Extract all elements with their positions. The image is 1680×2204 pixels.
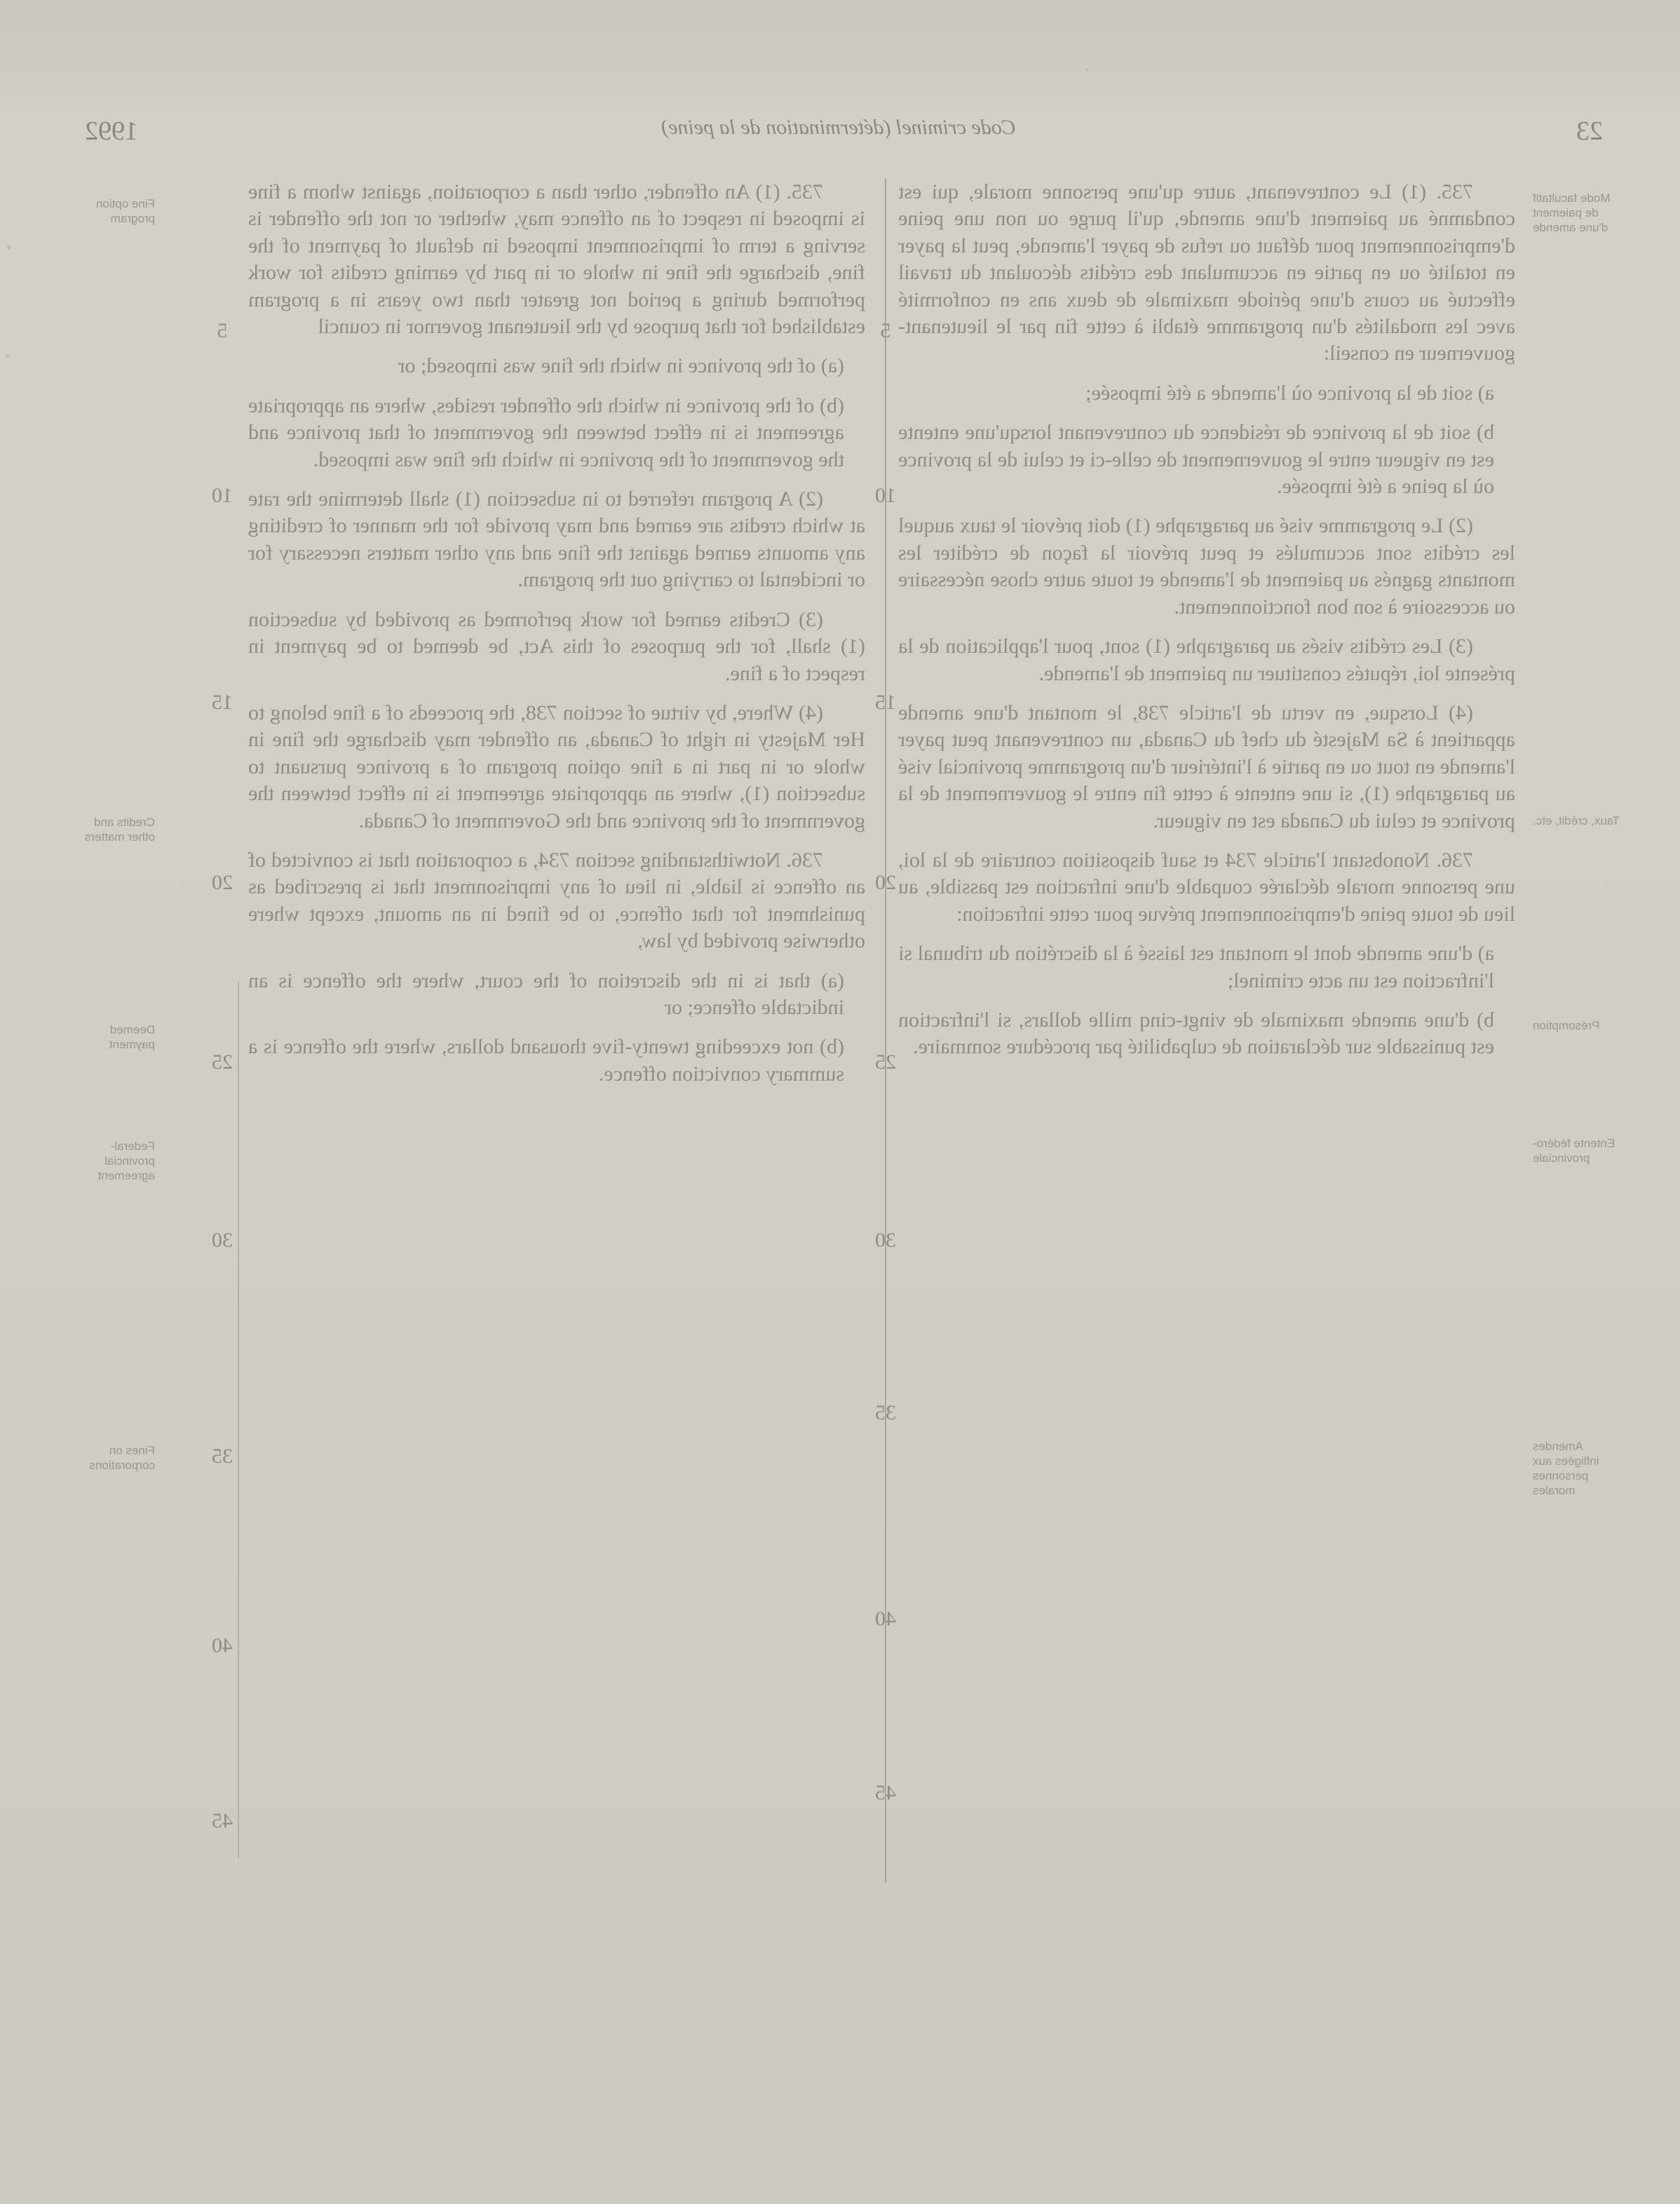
scan-speck [1085, 69, 1088, 72]
margin-note-mode: Mode facultatif de paiement d'une amende [1533, 191, 1611, 234]
en-s736: 736. Notwithstanding section 734, a corporation that is convicted of an offence is liable, in lieu of any imprisonment that is prescribed as punishment for that offence, to be fined in an amount, except where otherwise provided by law, [248, 848, 865, 953]
margin-note-taux: Taux, crédit, etc. [1533, 814, 1620, 827]
scan-speck [7, 245, 11, 250]
fr-s735-4: (4) Lorsque, en vertu de l'article 738, le montant d'une amende appartient à Sa Majesté du chef du Canada, un contrevenant peut payer l'amende en tout ou en partie à l'intérieur d'un programme provincial visé au paragraphe (1), si une entente à cette fin entre le gouvernement de la province et celui du Canada est en vigueur. [898, 701, 1515, 832]
french-column [898, 179, 1515, 1074]
line-number: 20 [875, 871, 896, 894]
header-title: Code criminel (détermination de la peine) [661, 116, 1016, 139]
margin-note-corporations: Fines on corporations [89, 1444, 155, 1472]
margin-note-amendes: Amendes infligées aux personnes morales [1533, 1440, 1599, 1497]
en-s735-1b: (b) of the province in which the offender resides, where an appropriate agreement is in effect between the government of that province and the government of the province in which the fine was imposed. [248, 393, 844, 471]
en-s735-1: 735. (1) An offender, other than a corporation, against whom a fine is imposed in respect of an offence may, whether or not the offender is serving a term of imprisonment imposed in default of payment of the fine, discharge the fine in whole or in part by earning credits for work performed during a period not greater than two years in a program established for that purpose by the lieutenant governor in council [248, 180, 865, 339]
header-page-number: 23 [1576, 116, 1603, 146]
fr-s736a: a) d'une amende dont le montant est laissé à la discrétion du tribunal si l'infraction est un acte criminel; [898, 942, 1494, 992]
line-number: 30 [875, 1229, 896, 1252]
line-number: 45 [875, 1781, 896, 1804]
line-number: 45 [212, 1809, 233, 1832]
running-header [74, 116, 1603, 158]
line-number: 5 [217, 319, 228, 342]
line-number: 25 [212, 1050, 233, 1074]
line-number: 30 [212, 1229, 233, 1252]
fr-s735-1b: b) soit de la province de résidence du contrevenant lorsqu'une entente est en vigueur entre le gouvernement de celle-ci et celui de la province où la peine a été imposée. [898, 421, 1494, 499]
fr-s735-1a: a) soit de la province où l'amende a été imposée; [1085, 381, 1494, 405]
line-number: 35 [875, 1401, 896, 1424]
en-s735-3: (3) Credits earned for work performed as provided by subsection (1) shall, for the purposes of this Act, be deemed to be payment in respect of a fine. [248, 607, 865, 685]
header-year: 1992 [85, 116, 138, 146]
en-s736b: (b) not exceeding twenty-five thousand dollars, where the offence is a summary conviction offence. [248, 1035, 844, 1086]
en-s736a: (a) that is in the discretion of the court, where the offence is an indictable offence; or [248, 968, 844, 1019]
english-column [248, 179, 865, 1100]
margin-note-credits: Credits and other matters [84, 816, 155, 844]
margin-note-deemed: Deemed payment [109, 1023, 155, 1051]
margin-note-fine-option: Fine option program [95, 197, 155, 225]
line-number: 20 [212, 871, 233, 894]
en-s735-1a: (a) of the province in which the fine was imposed; or [398, 354, 844, 378]
fr-s736: 736. Nonobstant l'article 734 et sauf disposition contraire de la loi, une personne morale déclarée coupable d'une infraction est passible, au lieu de toute peine d'emprisonnement prévue pour cette infraction: [898, 848, 1515, 926]
line-number: 35 [212, 1445, 233, 1468]
line-number: 15 [212, 691, 233, 714]
line-number: 40 [875, 1607, 896, 1630]
line-number: 40 [212, 1634, 233, 1657]
fr-s735-2: (2) Le programme visé au paragraphe (1) doit prévoir le taux auquel les crédits sont accumulés et peut prévoir la façon de créditer les montants gagnés au paiement de l'amende et toute autre chose nécessaire ou accessoire à son bon fonctionnement. [898, 514, 1515, 618]
margin-note-entente: Entente fédéro-provinciale [1533, 1137, 1615, 1165]
line-number: 10 [212, 484, 233, 507]
margin-note-presomption: Présomption [1533, 1019, 1600, 1032]
fr-s736b: b) d'une amende maximale de vingt-cinq mille dollars, si l'infraction est punissable sur déclaration de culpabilité par procédure sommaire. [898, 1008, 1494, 1059]
scan-speck [6, 354, 9, 358]
line-number: 15 [875, 691, 896, 714]
fr-s735-3: (3) Les crédits visés au paragraphe (1) sont, pour l'application de la présente loi, réputés constituer un paiement de l'amende. [898, 635, 1515, 685]
margin-note-federal: Federal-provincial agreement [97, 1140, 155, 1182]
line-number: 10 [875, 484, 896, 507]
fr-s735-1: 735. (1) Le contrevenant, autre qu'une personne morale, qui est condamné au paiement d'une amende, qu'il purge ou non une peine d'emprisonnement pour défaut ou refus de payer l'amende, peut la payer en totalité ou en partie en accumulant des crédits découlant du travail effectué au cours d'une période maximale de deux ans en conformité avec les modalités d'un programme établi à cette fin par le lieutenant-gouverneur en conseil: [898, 180, 1515, 365]
line-number: 5 [880, 319, 891, 342]
en-s735-4: (4) Where, by virtue of section 738, the proceeds of a fine belong to Her Majesty in right of Canada, an offender may discharge the fine in whole or in part in a fine option program of a province pursuant to subsection (1), where an appropriate agreement is in effect between the government of the province and the Government of Canada. [248, 701, 865, 832]
line-number: 25 [875, 1050, 896, 1074]
margin-divider [238, 982, 239, 1858]
en-s735-2: (2) A program referred to in subsection (1) shall determine the rate at which credits are earned and may provide for the manner of crediting any amounts earned against the fine and any other matters necessary for or incidental to carrying out the program. [248, 487, 865, 592]
